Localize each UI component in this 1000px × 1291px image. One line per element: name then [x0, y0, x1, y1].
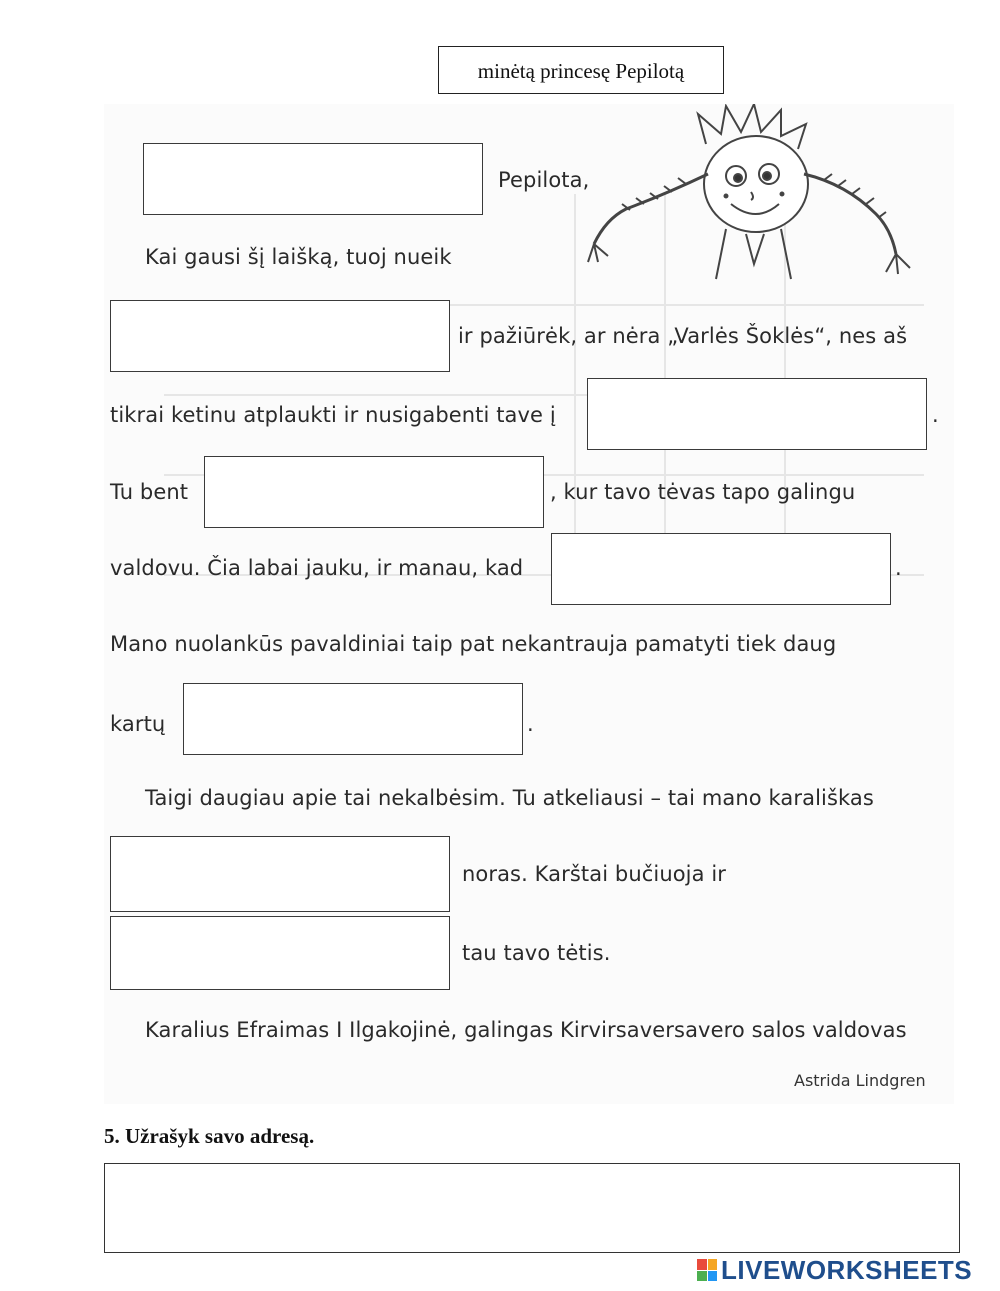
answer-blank-3[interactable]	[587, 378, 927, 450]
answer-blank-1[interactable]	[143, 143, 483, 215]
answer-blank-7[interactable]	[110, 836, 450, 912]
letter-text: valdovu. Čia labai jauku, ir manau, kad	[110, 556, 524, 580]
letter-text: tikrai ketinu atplaukti ir nusigabenti tave į	[110, 403, 556, 427]
address-answer-box[interactable]	[104, 1163, 960, 1253]
answer-blank-8[interactable]	[110, 916, 450, 990]
letter-text: .	[895, 556, 902, 580]
letter-text: tau tavo tėtis.	[462, 941, 611, 965]
letter-text: .	[932, 403, 939, 427]
answer-blank-2[interactable]	[110, 300, 450, 372]
word-chip[interactable]: minėtą princesę Pepilotą	[438, 46, 724, 94]
letter-text: Taigi daugiau apie tai nekalbėsim. Tu atkeliausi – tai mano karališkas	[145, 786, 874, 810]
letter-text: kartų	[110, 712, 166, 736]
brand-name: LIVEWORKSHEETS	[721, 1254, 973, 1285]
brand-icon	[697, 1259, 717, 1281]
liveworksheets-logo	[697, 1255, 972, 1285]
letter-text: Mano nuolankūs pavaldiniai taip pat nekantrauja pamatyti tiek daug	[110, 632, 837, 656]
author-credit: Astrida Lindgren	[794, 1071, 926, 1090]
letter-text: , kur tavo tėvas tapo galingu	[550, 480, 856, 504]
letter-text: Kai gausi šį laišką, tuoj nueik	[145, 245, 452, 269]
pippi-illustration	[586, 104, 916, 304]
letter-text: Pepilota,	[498, 168, 590, 192]
task-heading: 5. Užrašyk savo adresą.	[104, 1124, 315, 1148]
background-grid	[574, 194, 576, 574]
letter-text: noras. Karštai bučiuoja ir	[462, 862, 727, 886]
letter-text: ir pažiūrėk, ar nėra „Varlės Šoklės“, nes aš	[458, 324, 908, 348]
answer-blank-4[interactable]	[204, 456, 544, 528]
letter-signature: Karalius Efraimas I Ilgakojinė, galingas Kirvirsaversavero salos valdovas	[145, 1018, 907, 1042]
answer-blank-5[interactable]	[551, 533, 891, 605]
letter-text: .	[527, 712, 534, 736]
answer-blank-6[interactable]	[183, 683, 523, 755]
letter-text: Tu bent	[110, 480, 189, 504]
